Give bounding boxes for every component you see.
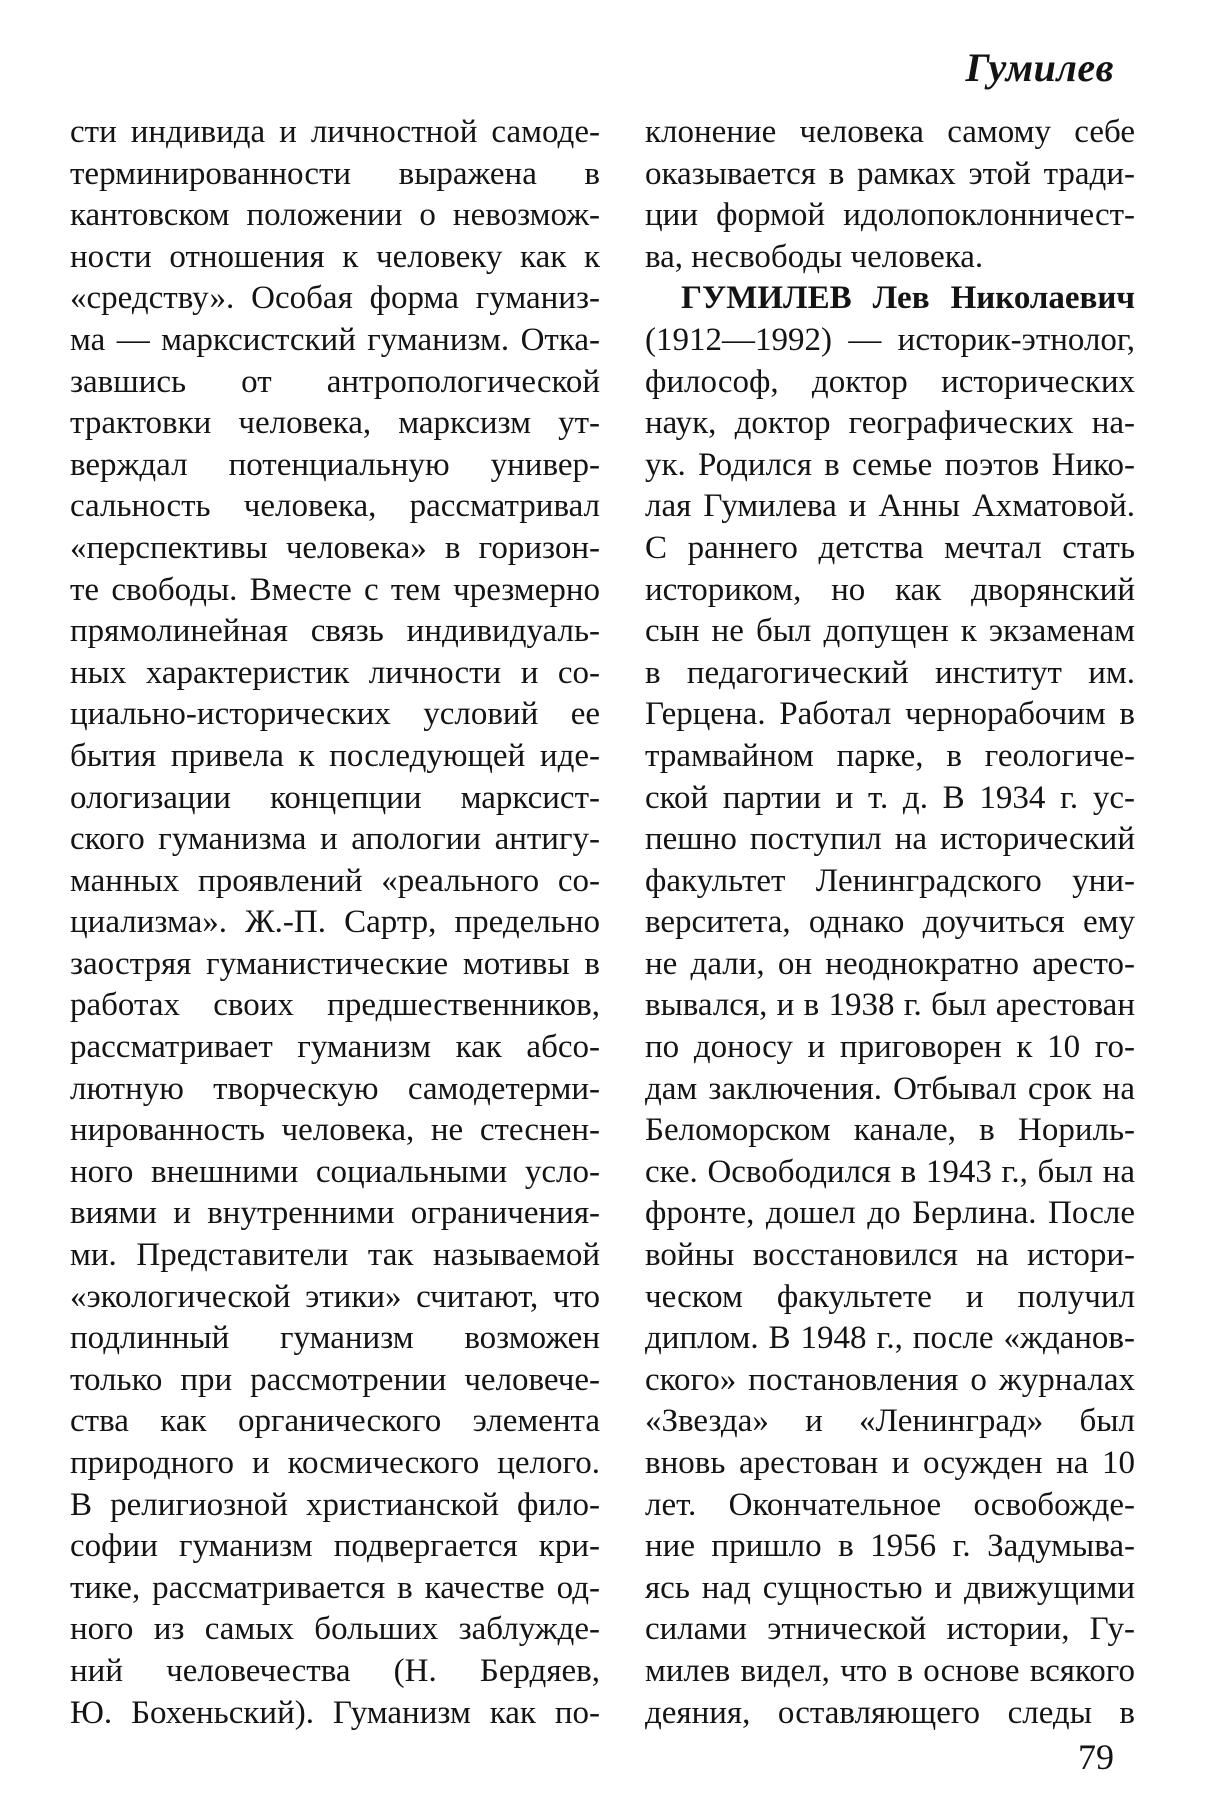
text-line: работах своих предшественников,: [70, 987, 600, 1024]
text-line: сальность человека, рассматривал: [70, 488, 600, 525]
text-line: рассматривает гуманизм как абсо-: [70, 1029, 600, 1066]
text-line: оказывается в рамках этой тради-: [645, 155, 1135, 192]
text-line: ва, несвободы человека.: [645, 238, 984, 275]
text-line: ний человечества (Н. Бердяев,: [70, 1652, 600, 1689]
text-line: ук. Родился в семье поэтов Нико-: [645, 446, 1135, 483]
text-line: «Звезда» и «Ленинград» был: [645, 1403, 1135, 1440]
text-line: ных характеристик личности и со-: [70, 654, 600, 691]
text-line: «экологической этики» считают, что: [70, 1278, 600, 1315]
text-line: лет. Окончательное освобожде-: [645, 1486, 1135, 1523]
text-line: «средству». Особая форма гуманиз-: [70, 280, 600, 317]
running-head: Гумилев: [965, 45, 1114, 90]
text-line: в педагогический институт им.: [645, 654, 1135, 691]
text-line: философ, доктор исторических: [645, 363, 1135, 400]
text-line: ности отношения к человеку как к: [70, 238, 600, 275]
text-line: клонение человека самому себе: [645, 114, 1135, 150]
text-line: бытия привела к последующей иде-: [70, 737, 600, 774]
text-line: трактовки человека, марксизм ут-: [70, 405, 600, 442]
text-line: ского» постановления о журналах: [645, 1361, 1135, 1398]
text-line: ского гуманизма и апологии антигу-: [70, 821, 600, 858]
right-column: [645, 112, 1135, 1734]
text-line: милев видел, что в основе всякого: [645, 1652, 1135, 1689]
text-line: «перспективы человека» в горизон-: [70, 529, 600, 566]
text-line: факультет Ленинградского уни-: [645, 862, 1135, 899]
text-line: ции формой идолопоклонничест-: [645, 197, 1135, 234]
text-line: не дали, он неоднократно аресто-: [645, 945, 1135, 982]
text-line: ми. Представители так называемой: [70, 1237, 600, 1274]
text-line: природного и космического целого.: [70, 1445, 600, 1481]
text-line: В религиозной христианской фило-: [70, 1486, 600, 1523]
text-line: лютную творческую самодетерми-: [70, 1070, 600, 1107]
text-line: сын не был допущен к экзаменам: [645, 613, 1135, 650]
text-line: С раннего детства мечтал стать: [645, 529, 1135, 566]
text-line: заостряя гуманистические мотивы в: [70, 945, 600, 982]
text-line: подлинный гуманизм возможен: [70, 1320, 600, 1357]
page-number: 79: [1078, 1737, 1114, 1777]
text-line: циализма». Ж.-П. Сартр, предельно: [70, 904, 600, 941]
text-line: ние пришло в 1956 г. Задумыва-: [645, 1528, 1135, 1565]
text-line: виями и внутренними ограничения-: [70, 1195, 600, 1232]
text-line: по доносу и приговорен к 10 го-: [645, 1029, 1135, 1066]
text-line: ного внешними социальными усло-: [70, 1153, 600, 1190]
text-line: вновь арестован и осужден на 10: [645, 1445, 1135, 1481]
text-line: наук, доктор географических на-: [645, 405, 1135, 442]
text-line: манных проявлений «реального со-: [70, 862, 600, 899]
text-line: прямолинейная связь индивидуаль-: [70, 613, 600, 650]
text-line: ске. Освободился в 1943 г., был на: [645, 1153, 1135, 1190]
text-line: циально-исторических условий ее: [70, 696, 600, 733]
text-line: ческом факультете и получил: [645, 1278, 1135, 1315]
text-line: Герцена. Работал чернорабочим в: [645, 696, 1135, 733]
text-line: войны восстановился на истори-: [645, 1237, 1135, 1274]
text-line: силами этнической истории, Гу-: [645, 1611, 1135, 1648]
text-line: ного из самых больших заблужде-: [70, 1611, 600, 1648]
text-line: ма — марксистский гуманизм. Отка-: [70, 321, 600, 358]
text-line: дам заключения. Отбывал срок на: [645, 1070, 1135, 1107]
text-line: вывался, и в 1938 г. был арестован: [645, 987, 1135, 1024]
text-line: ологизации концепции марксист-: [70, 779, 600, 816]
text-line: тике, рассматривается в качестве од-: [70, 1569, 600, 1606]
text-line: лая Гумилева и Анны Ахматовой.: [645, 488, 1135, 525]
text-line: историком, но как дворянский: [645, 571, 1135, 608]
text-line: кантовском положении о невозмож-: [70, 197, 600, 234]
left-column: [70, 112, 600, 1734]
text-line: диплом. В 1948 г., после «жданов-: [645, 1320, 1135, 1357]
text-line: (1912—1992) — историк-этнолог,: [645, 321, 1135, 358]
text-line: ства как органического элемента: [70, 1403, 600, 1440]
text-line: завшись от антропологической: [70, 363, 600, 400]
entry-headword: ГУМИЛЕВ Лев Николаевич: [681, 280, 1135, 317]
text-line: нированность человека, не стеснен-: [70, 1112, 600, 1149]
text-line: фронте, дошел до Берлина. После: [645, 1195, 1135, 1232]
text-line: Беломорском канале, в Нориль-: [645, 1112, 1135, 1149]
text-line: деяния, оставляющего следы в: [645, 1694, 1135, 1731]
text-line: только при рассмотрении человече-: [70, 1361, 600, 1398]
text-line: терминированности выражена в: [70, 155, 600, 192]
text-line: Ю. Бохеньский). Гуманизм как по-: [70, 1694, 600, 1731]
text-line: те свободы. Вместе с тем чрезмерно: [70, 571, 600, 608]
text-line: ской партии и т. д. В 1934 г. ус-: [645, 779, 1135, 816]
text-line: верситета, однако доучиться ему: [645, 904, 1135, 941]
text-line: ясь над сущностью и движущими: [645, 1569, 1135, 1606]
text-line: верждал потенциальную универ-: [70, 446, 600, 483]
text-line: трамвайном парке, в геологиче-: [645, 737, 1135, 774]
text-line: пешно поступил на исторический: [645, 821, 1135, 858]
text-line: сти индивида и личностной самоде-: [70, 114, 600, 150]
text-line: софии гуманизм подвергается кри-: [70, 1528, 600, 1565]
